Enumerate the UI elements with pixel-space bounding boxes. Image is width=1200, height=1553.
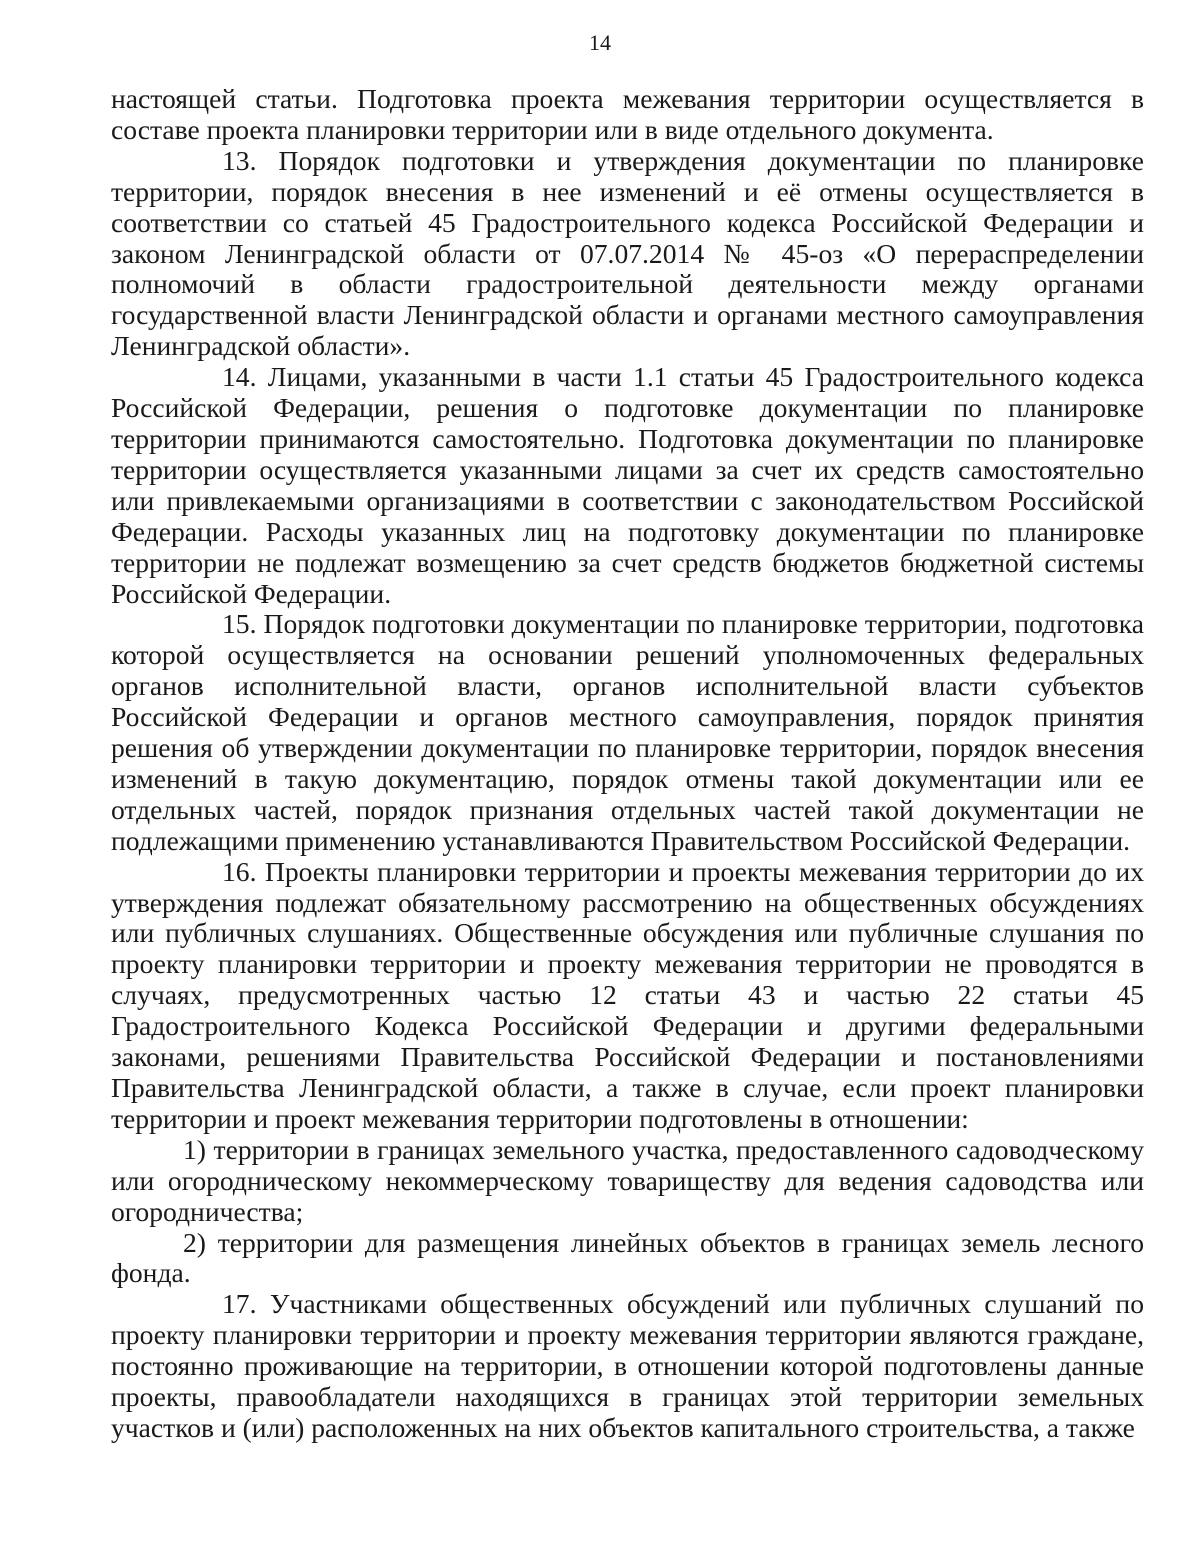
page-number: 14 xyxy=(589,30,611,55)
paragraph-continuation: настоящей статьи. Подготовка проекта межевания территории осуществляется в составе проекта планировки территории или в виде отдельного документа. xyxy=(111,83,1144,145)
paragraph-item-13: 13. Порядок подготовки и утверждения документации по планировке территории, порядок внесения в нее изменений и её отмены осуществляется в соответствии со статьей 45 Градостроительного кодекса Российской Федерации и законом Ленинградской области от 07.07.2014 № 45-оз «О перераспределении полномочий в области градостроительной деятельности между органами государственной власти Ленинградской области и органами местного самоуправления Ленинградской области». xyxy=(111,144,1144,362)
paragraph-item-15: 15. Порядок подготовки документации по планировке территории, подготовка которой осуществляется на основании решений уполномоченных федеральных органов исполнительной власти, органов исполнительной власти субъектов Российской Федерации и органов местного самоуправления, порядок принятия решения об утверждении документации по планировке территории, порядок внесения изменений в такую документацию, порядок отмены такой документации или ее отдельных частей, порядок признания отдельных частей такой документации не подлежащими применению устанавливаются Правительством Российской Федерации. xyxy=(111,608,1144,856)
paragraph-item-17: 17. Участниками общественных обсуждений или публичных слушаний по проекту планировки территории и проекту межевания территории являются граждане, постоянно проживающие на территории, в отношении которой подготовлены данные проекты, правообладатели находящихся в границах этой территории земельных участков и (или) расположенных на них объектов капитального строительства, а также xyxy=(111,1288,1144,1443)
document-body xyxy=(111,84,1144,1444)
paragraph-item-16: 16. Проекты планировки территории и проекты межевания территории до их утверждения подлежат обязательному рассмотрению на общественных обсуждениях или публичных слушаниях. Общественные обсуждения или публичные слушания по проекту планировки территории и проекту межевания территории не проводятся в случаях, предусмотренных частью 12 статьи 43 и частью 22 статьи 45 Градостроительного Кодекса Российской Федерации и другими федеральными законами, решениями Правительства Российской Федерации и постановлениями Правительства Ленинградской области, а также в случае, если проект планировки территории и проект межевания территории подготовлены в отношении: xyxy=(111,855,1144,1134)
paragraph-subitem-1: 1) территории в границах земельного участка, предоставленного садоводческому или огородническому некоммерческому товариществу для ведения садоводства или огородничества; xyxy=(111,1133,1144,1227)
paragraph-subitem-2: 2) территории для размещения линейных объектов в границах земель лесного фонда. xyxy=(111,1226,1144,1289)
paragraph-item-14: 14. Лицами, указанными в части 1.1 статьи 45 Градостроительного кодекса Российской Федерации, решения о подготовке документации по планировке территории принимаются самостоятельно. Подготовка документации по планировке территории осуществляется указанными лицами за счет их средств самостоятельно или привлекаемыми организациями в соответствии с законодательством Российской Федерации. Расходы указанных лиц на подготовку документации по планировке территории не подлежат возмещению за счет средств бюджетов бюджетной системы Российской Федерации. xyxy=(111,361,1144,609)
